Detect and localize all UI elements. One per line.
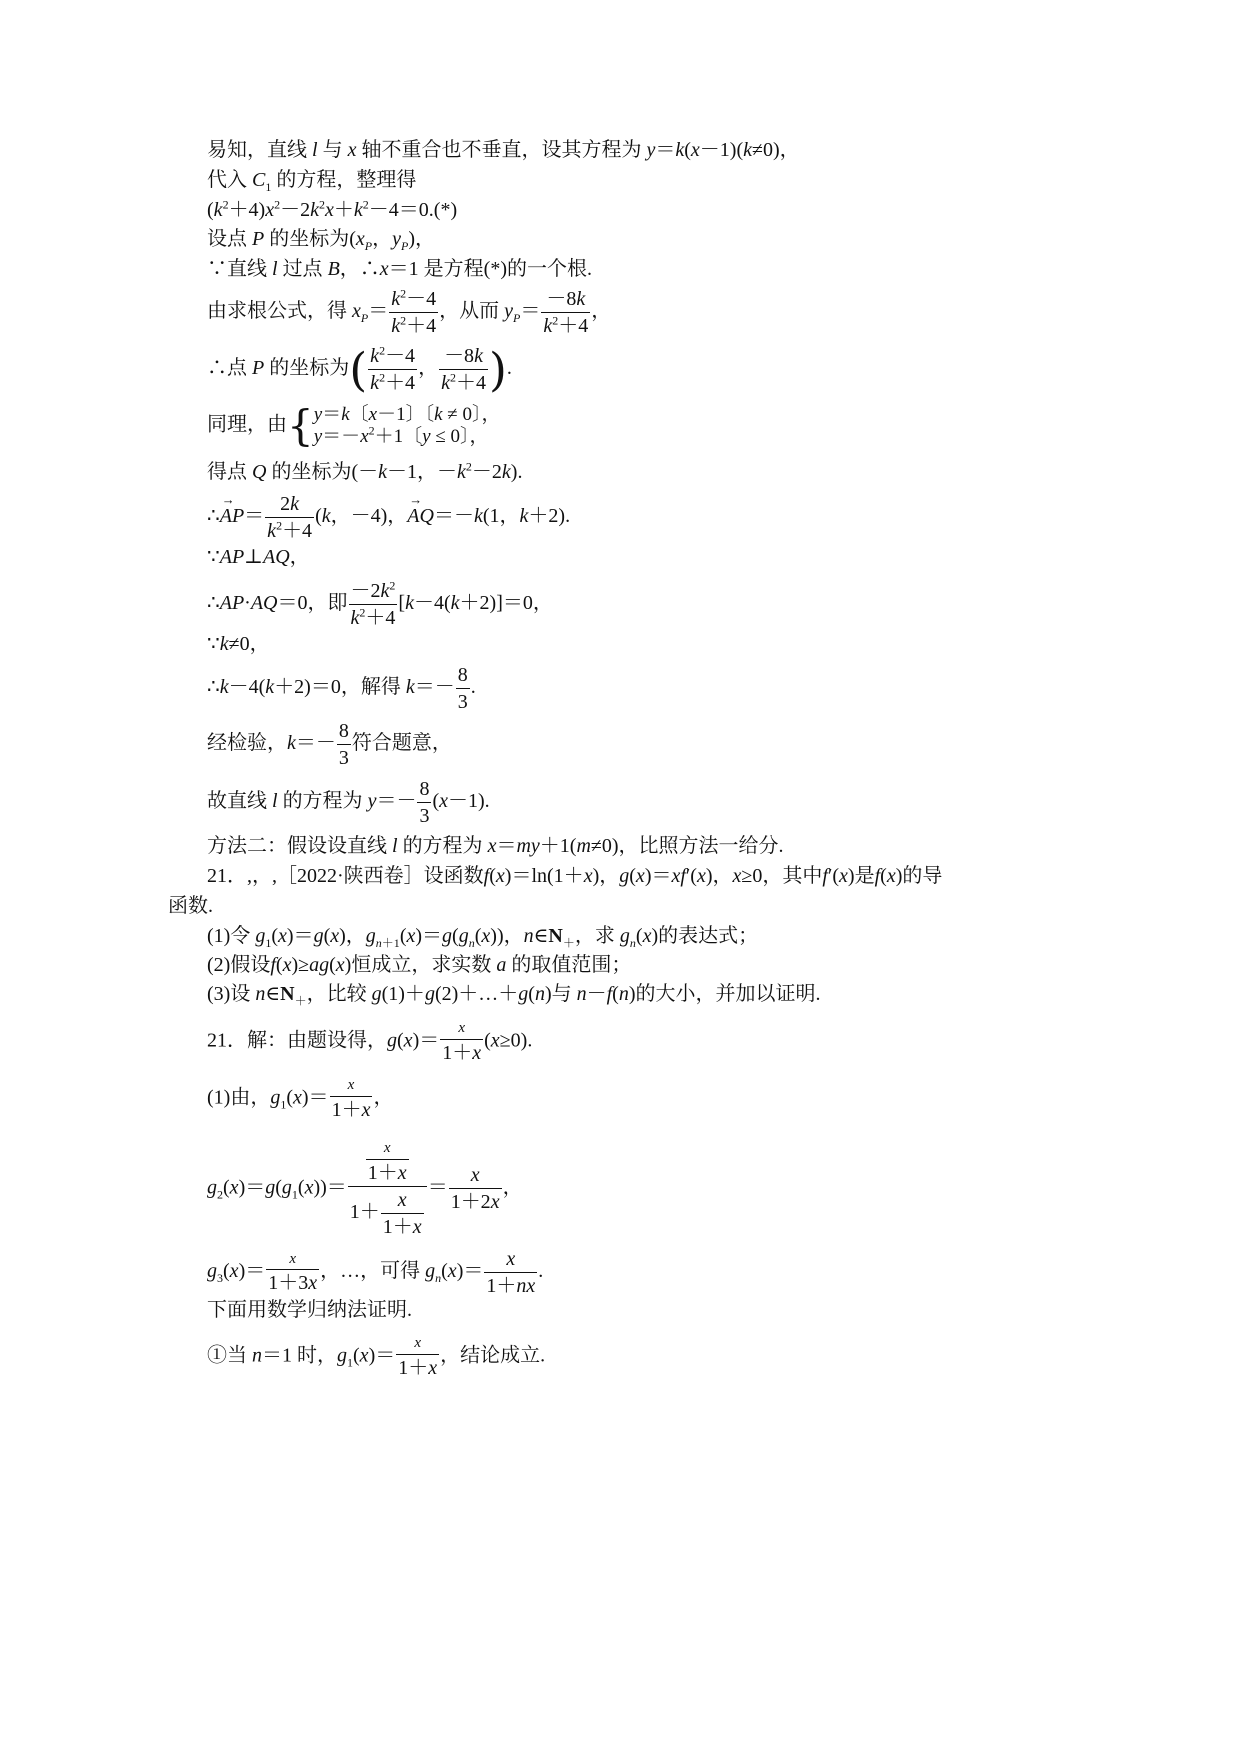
text-line-2: 代入 $C_1$ 的方程，整理得 (207, 169, 417, 194)
equation-line-13: ∵k≠0， (207, 633, 270, 655)
fraction: $\frac{x}{1+3x}$ (268, 1250, 318, 1295)
solution-induction: 下面用数学归纳法证明. (207, 1299, 412, 1321)
fraction: $\frac{-8k}{k^2+4}$ (543, 288, 589, 337)
solution-part-1: (1)由，$g_1(x)=$ $\frac{x}{1+x}$ ， (207, 1077, 394, 1121)
fraction: $\frac{8}{3}$ (419, 778, 430, 827)
text-line-16: 故直线 l 的方程为 y＝－ $\frac{8}{3}$ (x－1). (207, 778, 490, 827)
equation-line-12: ∴AP·AQ＝0，即 $\frac{-2k^2}{k^2+4}$ [k－4(k＋2)]＝0， (207, 578, 553, 629)
text-line-8: 同理，由{ y＝k〔x－1〕〔k ≠ 0〕， $y=-x^2+1$〔y ≤ 0〕， (207, 400, 501, 450)
text-line-6: 由求根公式，得 $x_P=$ $\frac{k^2-4}{k^2+4}$ ，从而 $y_P=$ $\frac{-8k}{k^2+4}$ ， (207, 286, 612, 337)
compound-fraction: $\frac{x}{1+x}$ 1＋ $\frac{x}{1+x}$ (348, 1140, 427, 1238)
equation-system: y＝k〔x－1〕〔k ≠ 0〕， $y=-x^2+1$〔y ≤ 0〕， (313, 404, 501, 447)
solution-g2: $g_2(x)=g(g_1(x))=$ $\frac{x}{1+x}$ 1＋ $\frac{x}{1+x}$ ＝ $\frac{x}{1+2x}$ ， (207, 1140, 523, 1238)
question-21-part-3: (3)设 $n\in N_+$，比较 g(1)＋g(2)＋…＋g(n)与 n－f(n)的大小，并加以证明. (207, 983, 821, 1008)
fraction: $\frac{-8k}{k^2+4}$ (441, 345, 486, 394)
fraction: $\frac{x}{1+nx}$ (486, 1248, 536, 1297)
equation-line-14: ∴k－4(k＋2)＝0，解得 k＝－ $\frac{8}{3}$ . (207, 664, 476, 713)
text-line-9: 得点 Q 的坐标为(－k－1，$-k^2-2k$). (207, 459, 523, 483)
fraction: $\frac{x}{1+x}$ (382, 1188, 422, 1238)
text-line-5: ∵直线 l 过点 B，∴x＝1 是方程(*)的一个根. (207, 258, 592, 280)
fraction: $\frac{x}{1+2x}$ (450, 1164, 500, 1214)
fraction: $\frac{k^2-4}{k^2+4}$ (370, 343, 416, 394)
equation-line-3: $(k^2+4)x^2-2k^2x+k^2-4=0.(*)$ (207, 197, 458, 221)
question-21-part-1: (1)令 $g_1(x)=g(x)$，$g_{n+1}(x)=g(g_n(x))$，$n\in N_+$，求 $g_n(x)$的表达式； (207, 925, 759, 950)
question-21-cont: 函数. (168, 895, 213, 917)
text-line-1: 易知，直线 l 与 x 轴不重合也不垂直，设其方程为 y＝k(x－1)(k≠0)， (207, 139, 800, 161)
fraction: $\frac{2k}{k^2+4}$ (267, 493, 313, 542)
equation-line-11: ∵AP⊥AQ， (207, 546, 310, 568)
question-21-part-2: (2)假设f(x)≥ag(x)恒成立，求实数 a 的取值范围； (207, 954, 632, 976)
fraction: $\frac{-2k^2}{k^2+4}$ (350, 578, 396, 629)
fraction: $\frac{x}{1+x}$ (442, 1020, 482, 1064)
text-line-15: 经检验，k＝－ $\frac{8}{3}$ 符合题意， (207, 720, 452, 769)
solution-g3: $g_3(x)=$ $\frac{x}{1+3x}$ ，…，可得 $g_n(x)=$ $\frac{x}{1+nx}$ . (207, 1248, 544, 1297)
fraction: $\frac{x}{1+x}$ (367, 1140, 407, 1184)
fraction: $\frac{x}{1+x}$ (331, 1077, 371, 1121)
solution-base-case: ①当 n＝1 时，$g_1(x)=$ $\frac{x}{1+x}$ ，结论成立. (207, 1335, 546, 1379)
fraction: $\frac{k^2-4}{k^2+4}$ (391, 286, 437, 337)
fraction: $\frac{x}{1+x}$ (398, 1335, 438, 1379)
equation-line-10: ∴→ AP＝ $\frac{2k}{k^2+4}$ (k，－4)，→ AQ＝－k(1，k＋2). (207, 493, 570, 542)
question-21: 21．,，,［2022·陕西卷］设函数f(x)＝ln(1＋x)，g(x)＝xf′(x)，x≥0，其中f′(x)是f(x)的导 (207, 865, 943, 887)
solution-intro: 21．解：由题设得，g(x)＝ $\frac{x}{1+x}$ (x≥0). (207, 1020, 533, 1064)
fraction: $\frac{8}{3}$ (457, 664, 468, 713)
fraction: $\frac{8}{3}$ (338, 720, 349, 769)
text-line-17: 方法二：假设设直线 l 的方程为 x＝my＋1(m≠0)，比照方法一给分. (207, 835, 784, 857)
text-line-4: 设点 P 的坐标为($x_P$，$y_P$)， (207, 228, 436, 253)
text-line-7: ∴点 P 的坐标为( $\frac{k^2-4}{k^2+4}$ ， $\frac{-8k}{k^2+4}$ ). (207, 342, 512, 397)
